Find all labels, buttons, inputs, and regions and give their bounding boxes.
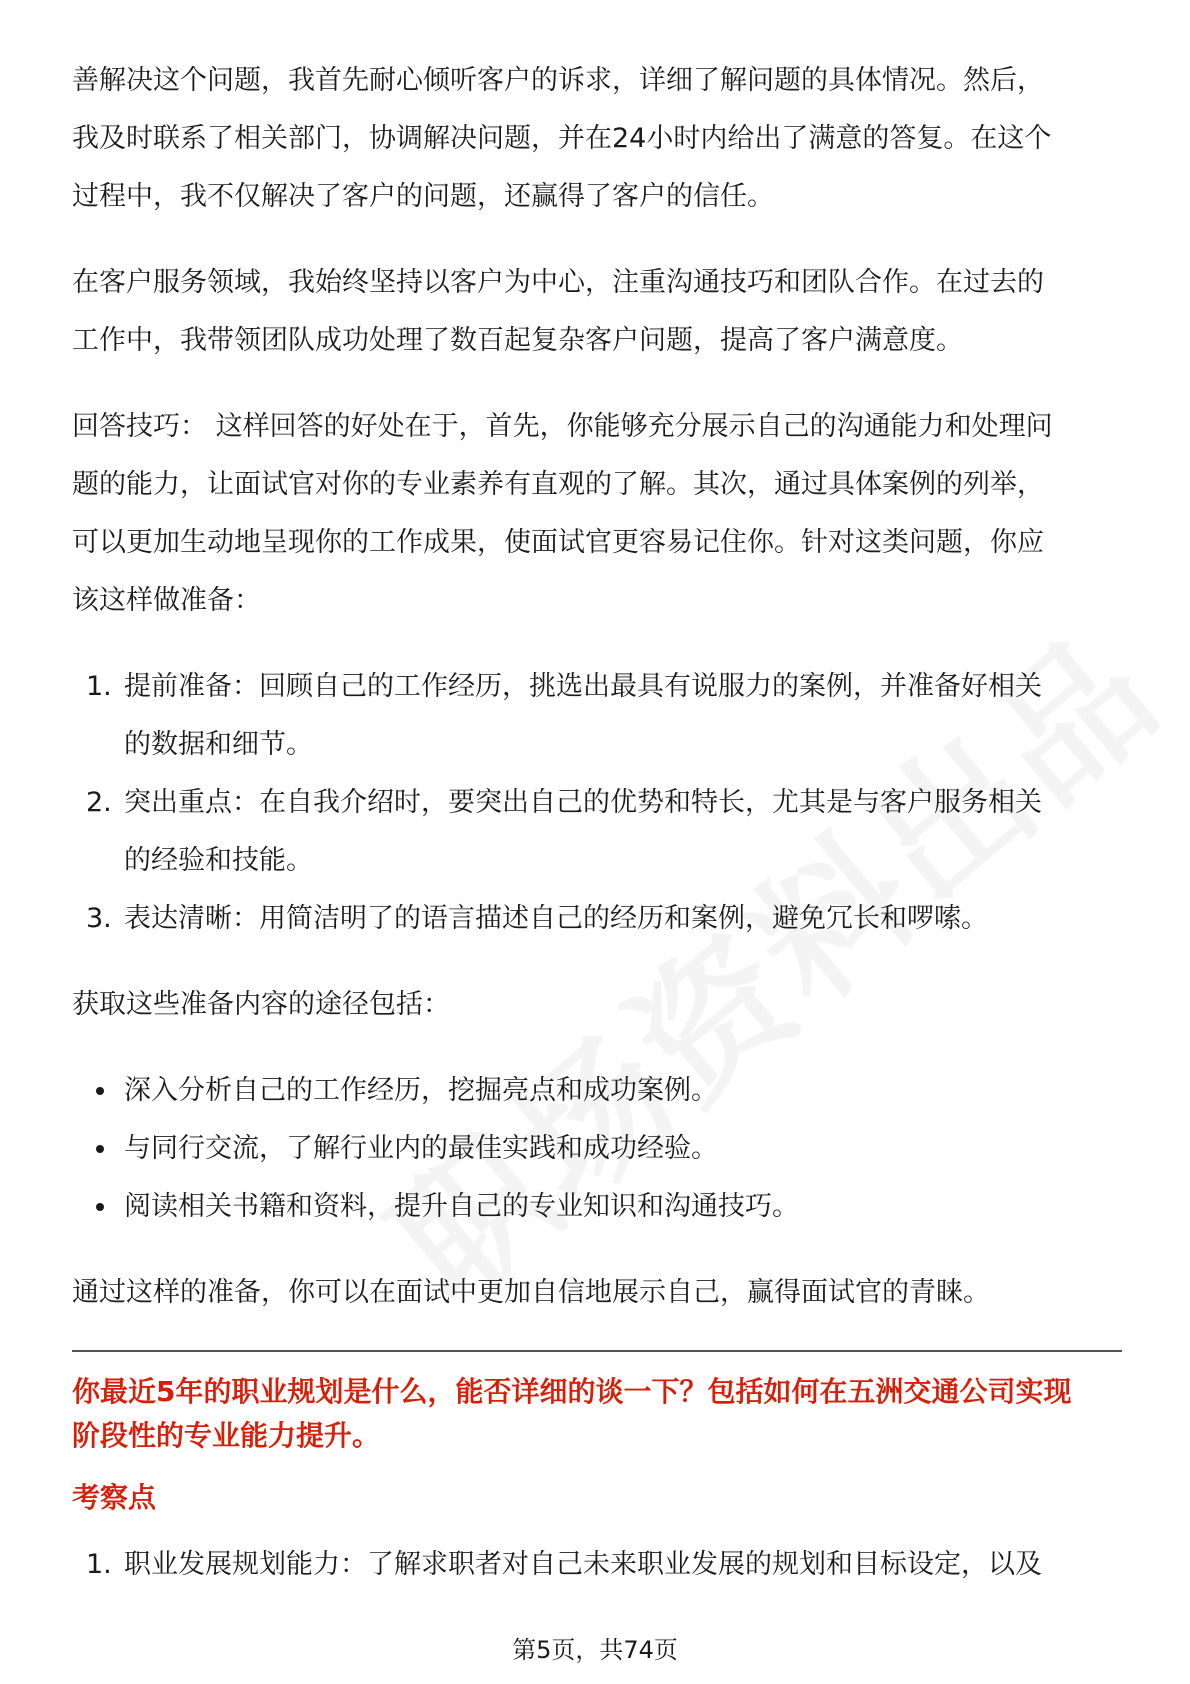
list-item-text: 的经验和技能。 — [124, 845, 313, 876]
list-item-text: 表达清晰：用简洁明了的语言描述自己的经历和案例，避免冗长和啰嗦。 — [124, 903, 988, 934]
text-line: 回答技巧： 这样回答的好处在于，首先，你能够充分展示自己的沟通能力和处理问 — [72, 411, 1053, 442]
text-line: 过程中，我不仅解决了客户的问题，还赢得了客户的信任。 — [72, 181, 774, 212]
assessment-points-list — [72, 1536, 1122, 1594]
list-item-text: 深入分析自己的工作经历，挖掘亮点和成功案例。 — [124, 1075, 718, 1106]
list-item — [72, 1062, 1122, 1120]
text-line: 题的能力，让面试官对你的专业素养有直观的了解。其次，通过具体案例的列举， — [72, 469, 1044, 500]
list-item-text: 阅读相关书籍和资料，提升自己的专业知识和沟通技巧。 — [124, 1191, 799, 1222]
page-content — [72, 52, 1122, 1622]
prep-steps-list — [72, 658, 1122, 948]
text-line: 善解决这个问题，我首先耐心倾听客户的诉求，详细了解问题的具体情况。然后， — [72, 65, 1044, 96]
paragraph-answer-tips — [72, 398, 1122, 630]
list-item — [72, 774, 1122, 890]
list-item-text: 突出重点：在自我介绍时，要突出自己的优势和特长，尤其是与客户服务相关 — [124, 787, 1042, 818]
list-item — [72, 890, 1122, 948]
list-item-text: 提前准备：回顾自己的工作经历，挑选出最具有说服力的案例，并准备好相关 — [124, 671, 1042, 702]
list-number: 1. — [86, 671, 112, 702]
bullet-icon — [96, 1145, 104, 1153]
list-item-text: 与同行交流，了解行业内的最佳实践和成功经验。 — [124, 1133, 718, 1164]
section-label-assessment: 考察点 — [72, 1481, 157, 1514]
text-line: 工作中，我带领团队成功处理了数百起复杂客户问题，提高了客户满意度。 — [72, 325, 963, 356]
sources-list — [72, 1062, 1122, 1236]
bullet-icon — [96, 1203, 104, 1211]
question-title-line: 阶段性的专业能力提升。 — [72, 1419, 381, 1452]
list-item-text: 职业发展规划能力：了解求职者对自己未来职业发展的规划和目标设定，以及 — [124, 1549, 1042, 1580]
list-number: 1. — [86, 1549, 112, 1580]
list-item — [72, 658, 1122, 774]
paragraph-customer-service — [72, 254, 1122, 370]
bullet-icon — [96, 1087, 104, 1095]
list-number: 3. — [86, 903, 112, 934]
question-title — [72, 1370, 1122, 1458]
list-item — [72, 1536, 1122, 1594]
text-line: 该这样做准备： — [72, 585, 261, 616]
closing-paragraph: 通过这样的准备，你可以在面试中更加自信地展示自己，赢得面试官的青睐。 — [72, 1277, 990, 1308]
list-item — [72, 1120, 1122, 1178]
text-line: 在客户服务领域，我始终坚持以客户为中心，注重沟通技巧和团队合作。在过去的 — [72, 267, 1044, 298]
question-title-line: 你最近5年的职业规划是什么，能否详细的谈一下？包括如何在五洲交通公司实现 — [72, 1375, 1072, 1408]
sources-intro: 获取这些准备内容的途径包括： — [72, 989, 450, 1020]
page-footer: 第5页，共74页 — [512, 1636, 678, 1664]
section-divider — [72, 1350, 1122, 1352]
paragraph-answer-example — [72, 52, 1122, 226]
list-item-text: 的数据和细节。 — [124, 729, 313, 760]
list-number: 2. — [86, 787, 112, 818]
list-item — [72, 1178, 1122, 1236]
text-line: 可以更加生动地呈现你的工作成果，使面试官更容易记住你。针对这类问题，你应 — [72, 527, 1044, 558]
text-line: 我及时联系了相关部门，协调解决问题，并在24小时内给出了满意的答复。在这个 — [72, 123, 1052, 154]
